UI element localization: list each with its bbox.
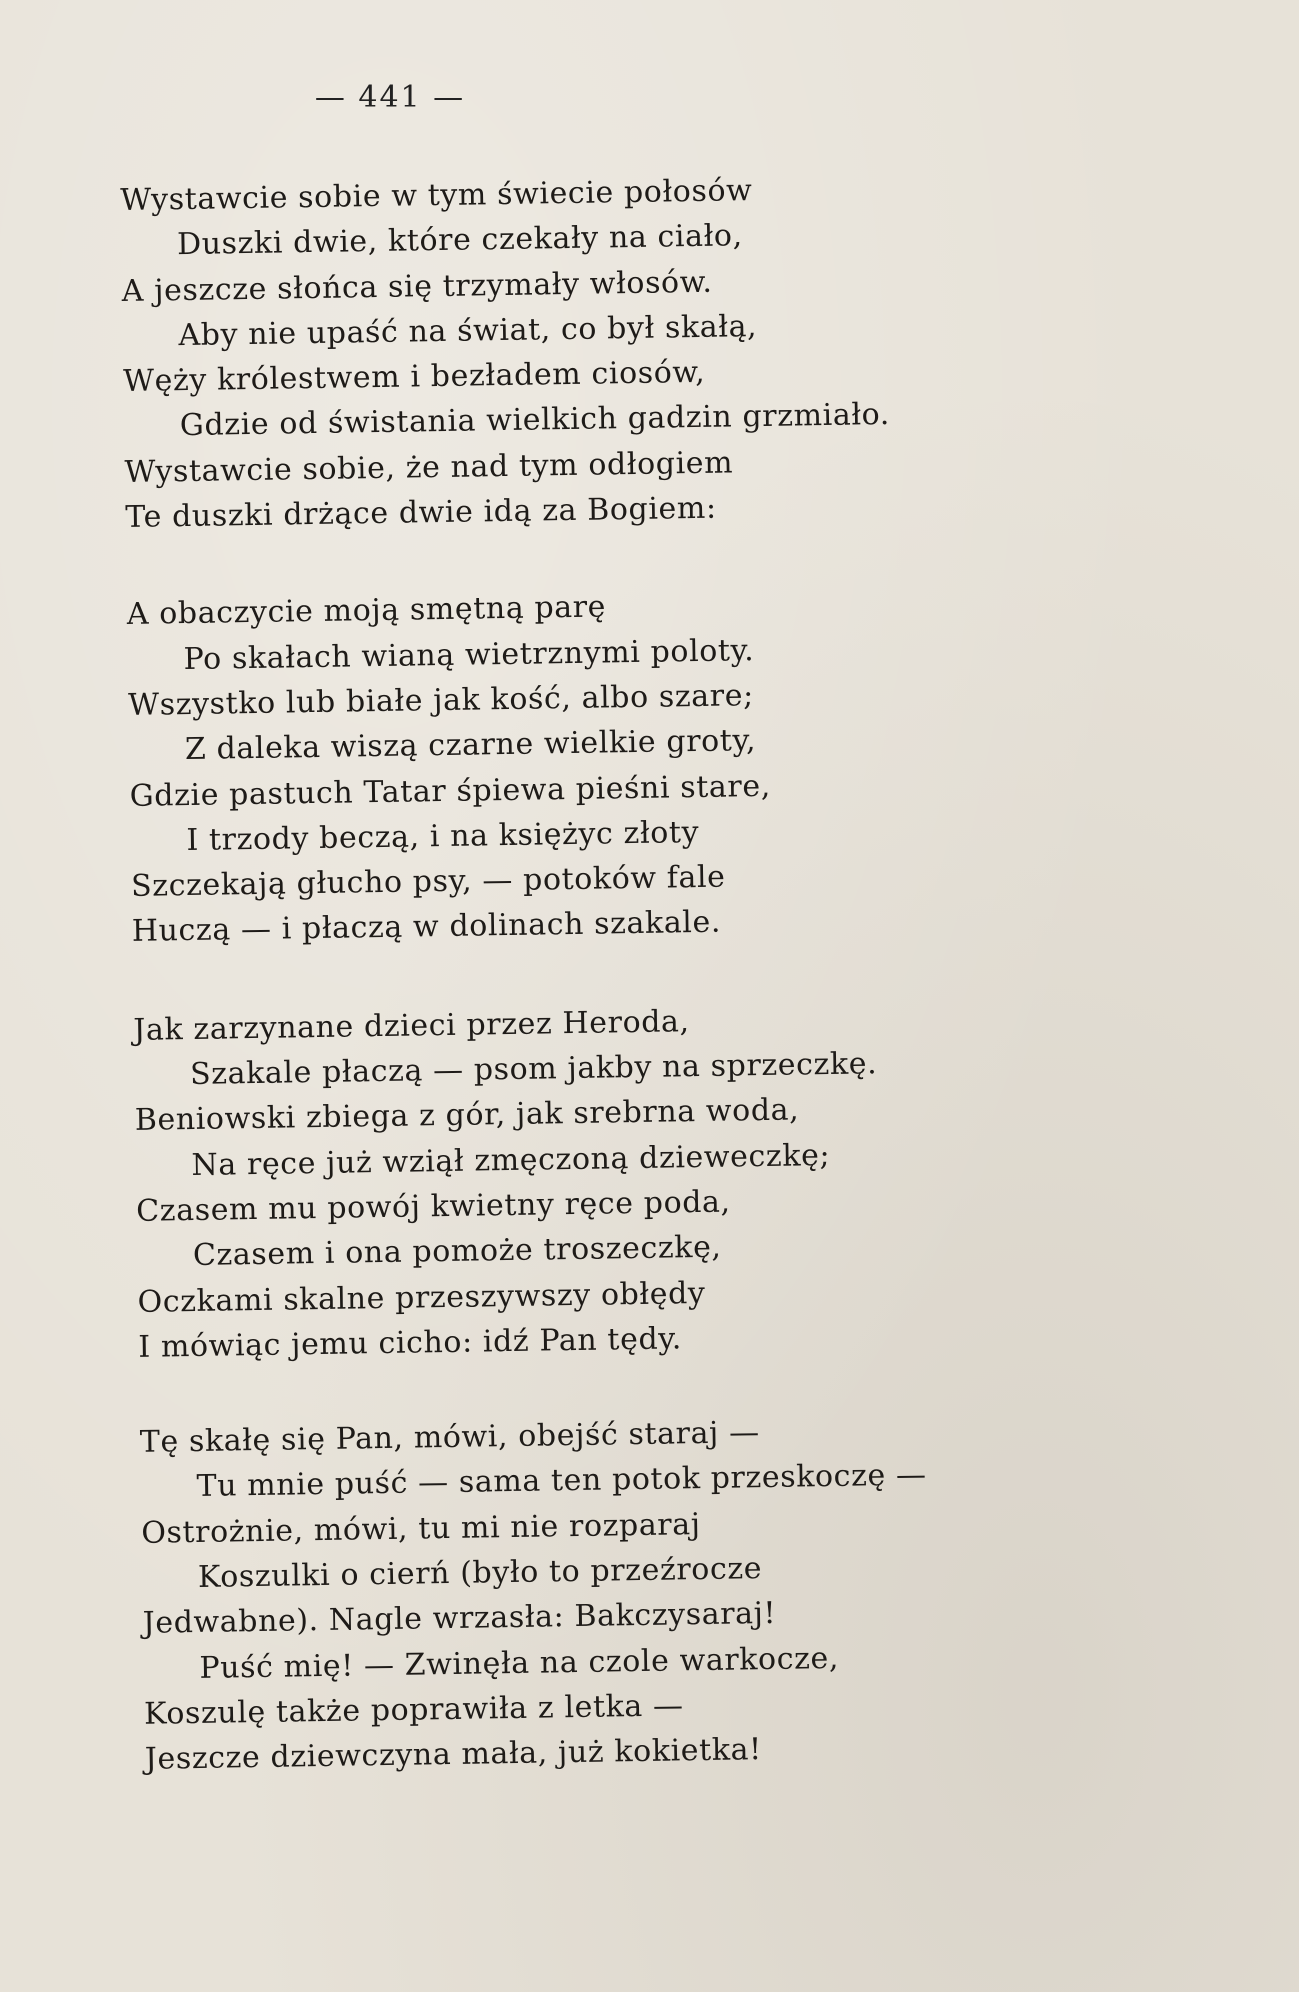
verse-line: A jeszcze słońca się trzymały włosów. <box>121 264 713 309</box>
verse-line: Szakale płaczą — psom jakby na sprzeczkę. <box>189 1046 878 1093</box>
verse-line: A obaczycie moją smętną parę <box>126 589 607 633</box>
verse-line: Puść mię! — Zwinęła na czole warkocze, <box>199 1640 840 1686</box>
stanza-1 <box>120 164 1026 540</box>
verse-line: Gdzie pastuch Tatar śpiewa pieśni stare, <box>129 768 772 814</box>
verse-line: I mówiąc jemu cicho: idź Pan tędy. <box>138 1321 683 1365</box>
verse-line: Węży królestwem i bezładem ciosów, <box>122 355 706 400</box>
verse-line: Koszulki o cierń (było to przeźrocze <box>197 1551 763 1595</box>
verse-line: Czasem mu powój kwietny ręce poda, <box>135 1184 731 1229</box>
verse-line: Wszystko lub białe jak kość, albo szare; <box>128 678 755 723</box>
page-number: — 441 — <box>314 80 466 115</box>
verse-line: Na ręce już wziął zmęczoną dzieweczkę; <box>191 1137 831 1183</box>
verse-line: Wystawcie sobie w tym świecie połosów <box>120 173 753 218</box>
verse-line: Jak zarzynane dzieci przez Heroda, <box>133 1003 690 1048</box>
verse-line: Jeszcze dziewczyna mała, już kokietka! <box>144 1732 762 1778</box>
verse-line: Huczą — i płaczą w dolinach szakale. <box>131 905 722 950</box>
poem <box>120 164 1046 1834</box>
verse-line: Beniowski zbiega z gór, jak srebrna woda, <box>134 1092 800 1139</box>
verse-line: Czasem i ona pomoże troszeczkę, <box>192 1229 722 1274</box>
verse-line: Tę skałę się Pan, mówi, obejść staraj — <box>139 1415 760 1460</box>
verse-line: Szczekają głucho psy, — potoków fale <box>130 859 726 905</box>
verse-line: Koszulę także poprawiła z letka — <box>143 1688 684 1732</box>
verse-line: Duszki dwie, które czekały na ciało, <box>176 218 743 263</box>
verse-line: Te duszki drżące dwie idą za Bogiem: <box>125 490 717 536</box>
verse-line: Jedwabne). Nagle wrzasła: Bakczysaraj! <box>142 1596 777 1642</box>
stanza-3 <box>133 994 1039 1370</box>
verse-line: Wystawcie sobie, że nad tym odłogiem <box>124 445 734 490</box>
stanza-4 <box>140 1406 1046 1782</box>
verse-line: I trzody beczą, i na księżyc złoty <box>186 814 700 858</box>
stanza-2 <box>127 578 1033 954</box>
verse-line: Ostrożnie, mówi, tu mi nie rozparaj <box>141 1506 701 1551</box>
verse-line: Z daleka wiszą czarne wielkie groty, <box>184 723 757 768</box>
verse-line: Po skałach wianą wietrznymi poloty. <box>183 632 755 677</box>
verse-line: Gdzie od świstania wielkich gadzin grzmiało. <box>179 397 891 444</box>
verse-line: Tu mnie puść — sama ten potok przeskoczę — <box>196 1457 927 1505</box>
verse-line: Aby nie upaść na świat, co był skałą, <box>178 308 758 353</box>
verse-line: Oczkami skalne przeszywszy obłędy <box>137 1275 706 1320</box>
